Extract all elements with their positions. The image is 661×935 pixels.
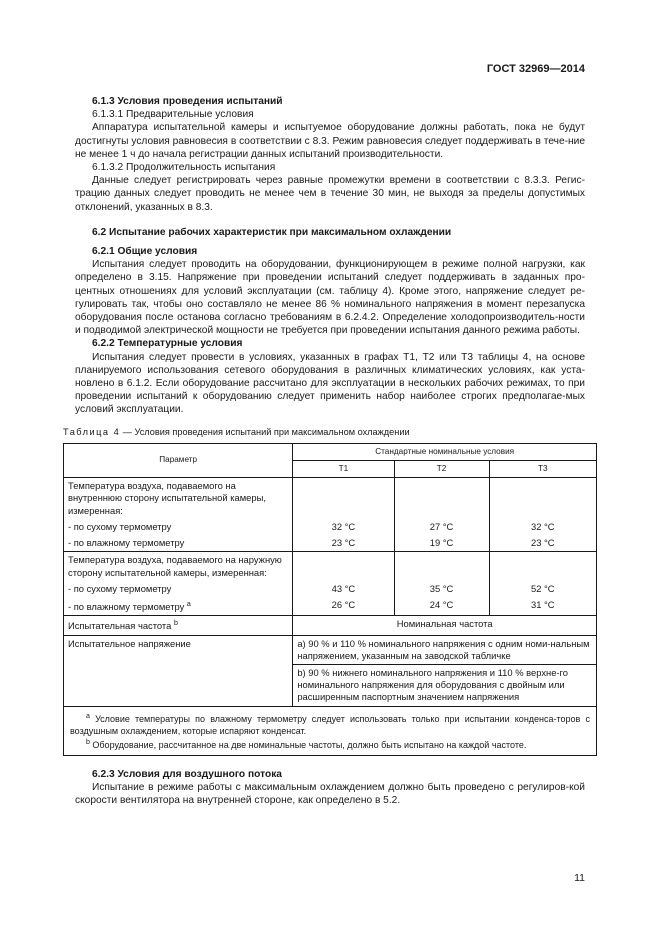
outdoor-wet-label: - по влажному термометру xyxy=(68,601,185,613)
table-row-indoor-desc xyxy=(64,478,597,519)
outdoor-wet-t1: 26 °С xyxy=(293,597,394,616)
table-row-outdoor-wet xyxy=(64,597,597,616)
indoor-wet-label: - по влажному термометру xyxy=(64,535,293,552)
header-t1: Т1 xyxy=(293,461,394,478)
table-footnotes xyxy=(64,706,597,755)
frequency-value: Номинальная частота xyxy=(293,616,597,635)
subsection-6-1-3-2-title: 6.1.3.2 Продолжительность испытания xyxy=(92,162,276,174)
section-6-2-1-title: 6.2.1 Общие условия xyxy=(92,246,198,258)
voltage-option-b: b) 90 % нижнего номинального напряжения и 110 % верхне-го номинального напряжения для оборудования с двойным или расширенным паспортным значением напряжения xyxy=(293,664,597,706)
outdoor-dry-label: - по сухому термометру xyxy=(64,581,293,597)
table-header-row-1 xyxy=(64,443,597,460)
section-6-2-title: 6.2 Испытание рабочих характеристик при максимальном охлаждении xyxy=(92,226,452,238)
table-row-indoor-dry xyxy=(64,519,597,535)
page-number: 11 xyxy=(574,872,585,884)
outdoor-wet-cell xyxy=(64,597,293,616)
paragraph-duration: Данные следует регистрировать через равные промежутки времени в соответствии с 8.3.3. Регис-трацию данных следует проводить не менее чем в течение 30 мин, не выходя за пределы допустимых отклонений, указанных в 8.3. xyxy=(75,175,585,213)
subsection-6-1-3-1-title: 6.1.3.1 Предварительные условия xyxy=(92,109,254,121)
frequency-cell xyxy=(64,616,293,635)
table-row-outdoor-desc xyxy=(64,552,597,581)
footnote-a xyxy=(70,711,590,737)
table-caption-label: Таблица 4 xyxy=(63,426,121,437)
outdoor-wet-t3: 31 °С xyxy=(489,597,596,616)
table-row-frequency xyxy=(64,616,597,635)
outdoor-dry-t2: 35 °С xyxy=(394,581,489,597)
outdoor-description: Температура воздуха, подаваемого на наружную сторону испытательной камеры, измеренная: xyxy=(64,552,293,581)
section-6-2-2-title: 6.2.2 Температурные условия xyxy=(92,338,243,350)
header-parameter: Параметр xyxy=(64,443,293,477)
header-t3: Т3 xyxy=(489,461,596,478)
section-6-2-3-title: 6.2.3 Условия для воздушного потока xyxy=(92,768,282,780)
footnote-a-mark: a xyxy=(86,712,90,720)
indoor-dry-t3: 32 °С xyxy=(489,519,596,535)
footnote-a-text: Условие температуры по влажному термометру следует использовать только при испытании конденса-торов с воздушным охлаждением, которые испаряют конденсат. xyxy=(70,713,590,736)
paragraph-equilibrium: Аппаратура испытательной камеры и испытуемое оборудование должны работать, пока не будут достигнуты условия равновесия в соответствии с 8.3. Режим равновесия следует поддерживать в тече-ние не менее 1 ч до начала регистрации данных испытаний производительности. xyxy=(75,122,585,160)
footnote-ref-b: b xyxy=(173,620,178,628)
indoor-dry-t2: 27 °С xyxy=(394,519,489,535)
frequency-label: Испытательная частота xyxy=(68,620,172,632)
outdoor-dry-t3: 52 °С xyxy=(489,581,596,597)
standard-header: ГОСТ 32969—2014 xyxy=(486,63,585,75)
header-standard-conditions: Стандартные номинальные условия xyxy=(293,443,597,460)
table-row-outdoor-dry xyxy=(64,581,597,597)
table-caption xyxy=(63,426,585,439)
indoor-description: Температура воздуха, подаваемого на внутреннюю сторону испытательной камеры, измеренная: xyxy=(64,478,293,519)
header-t2: Т2 xyxy=(394,461,489,478)
indoor-wet-t2: 19 °С xyxy=(394,535,489,552)
footnote-ref-a: a xyxy=(186,600,191,608)
voltage-label: Испытательное напряжение xyxy=(64,635,293,706)
indoor-wet-t1: 23 °С xyxy=(293,535,394,552)
section-6-1-3-title: 6.1.3 Условия проведения испытаний xyxy=(92,96,283,107)
footnote-b-mark: b xyxy=(86,738,90,746)
paragraph-airflow: Испытание в режиме работы с максимальным охлаждением должно быть проведено с регулиров-кой скорости вентилятора на внутренней стороне, как определено в 5.2. xyxy=(75,781,585,806)
footnote-b-text: Оборудование, рассчитанное на две номинальные частоты, должно быть испытано на каждой частоте. xyxy=(89,739,527,750)
voltage-option-a: a) 90 % и 110 % номинального напряжения с одним номи-нальным напряжением, указанным на заводской табличке xyxy=(293,635,597,664)
indoor-dry-t1: 32 °С xyxy=(293,519,394,535)
paragraph-general-conditions: Испытания следует проводить на оборудовании, функционирующем в режиме полной нагрузки, как определено в 3.15. Напряжение при проведении испытаний следует поддерживать в заданных про-центных отношениях для условий эксплуатации (см. таблицу 4). Кроме этого, напряжение следует ре-гулировать так, чтобы оно составляло не менее 86 % номинального напряжения в момент перезапуска оборудования после останова согласно требованиям в 6.2.4.2. Определение холодопроизводитель-ности и подводимой электрической мощности не требуется при проведении испытания данного режима работы. xyxy=(75,259,585,337)
footnote-b xyxy=(70,737,590,751)
outdoor-wet-t2: 24 °С xyxy=(394,597,489,616)
table-row-indoor-wet xyxy=(64,535,597,552)
table-4 xyxy=(63,443,597,756)
indoor-dry-label: - по сухому термометру xyxy=(64,519,293,535)
paragraph-temperature-conditions: Испытания следует провести в условиях, указанных в графах Т1, Т2 или Т3 таблицы 4, на основе планируемого использования сетевого оборудования в различных климатических условиях, как уста-новлено в 6.1.2. Если оборудование рассчитано для эксплуатации в нескольких рабочих режимах, то при проведении испытаний к оборудованию следует применить набор наиболее строгих предполагае-мых условий эксплуатации. xyxy=(75,351,585,416)
table-footnotes-row xyxy=(64,706,597,755)
table-row-voltage-a xyxy=(64,635,597,664)
outdoor-dry-t1: 43 °С xyxy=(293,581,394,597)
page-content xyxy=(63,95,590,807)
indoor-wet-t3: 23 °С xyxy=(489,535,596,552)
table-caption-text: — Условия проведения испытаний при максимальном охлаждении xyxy=(120,426,410,437)
